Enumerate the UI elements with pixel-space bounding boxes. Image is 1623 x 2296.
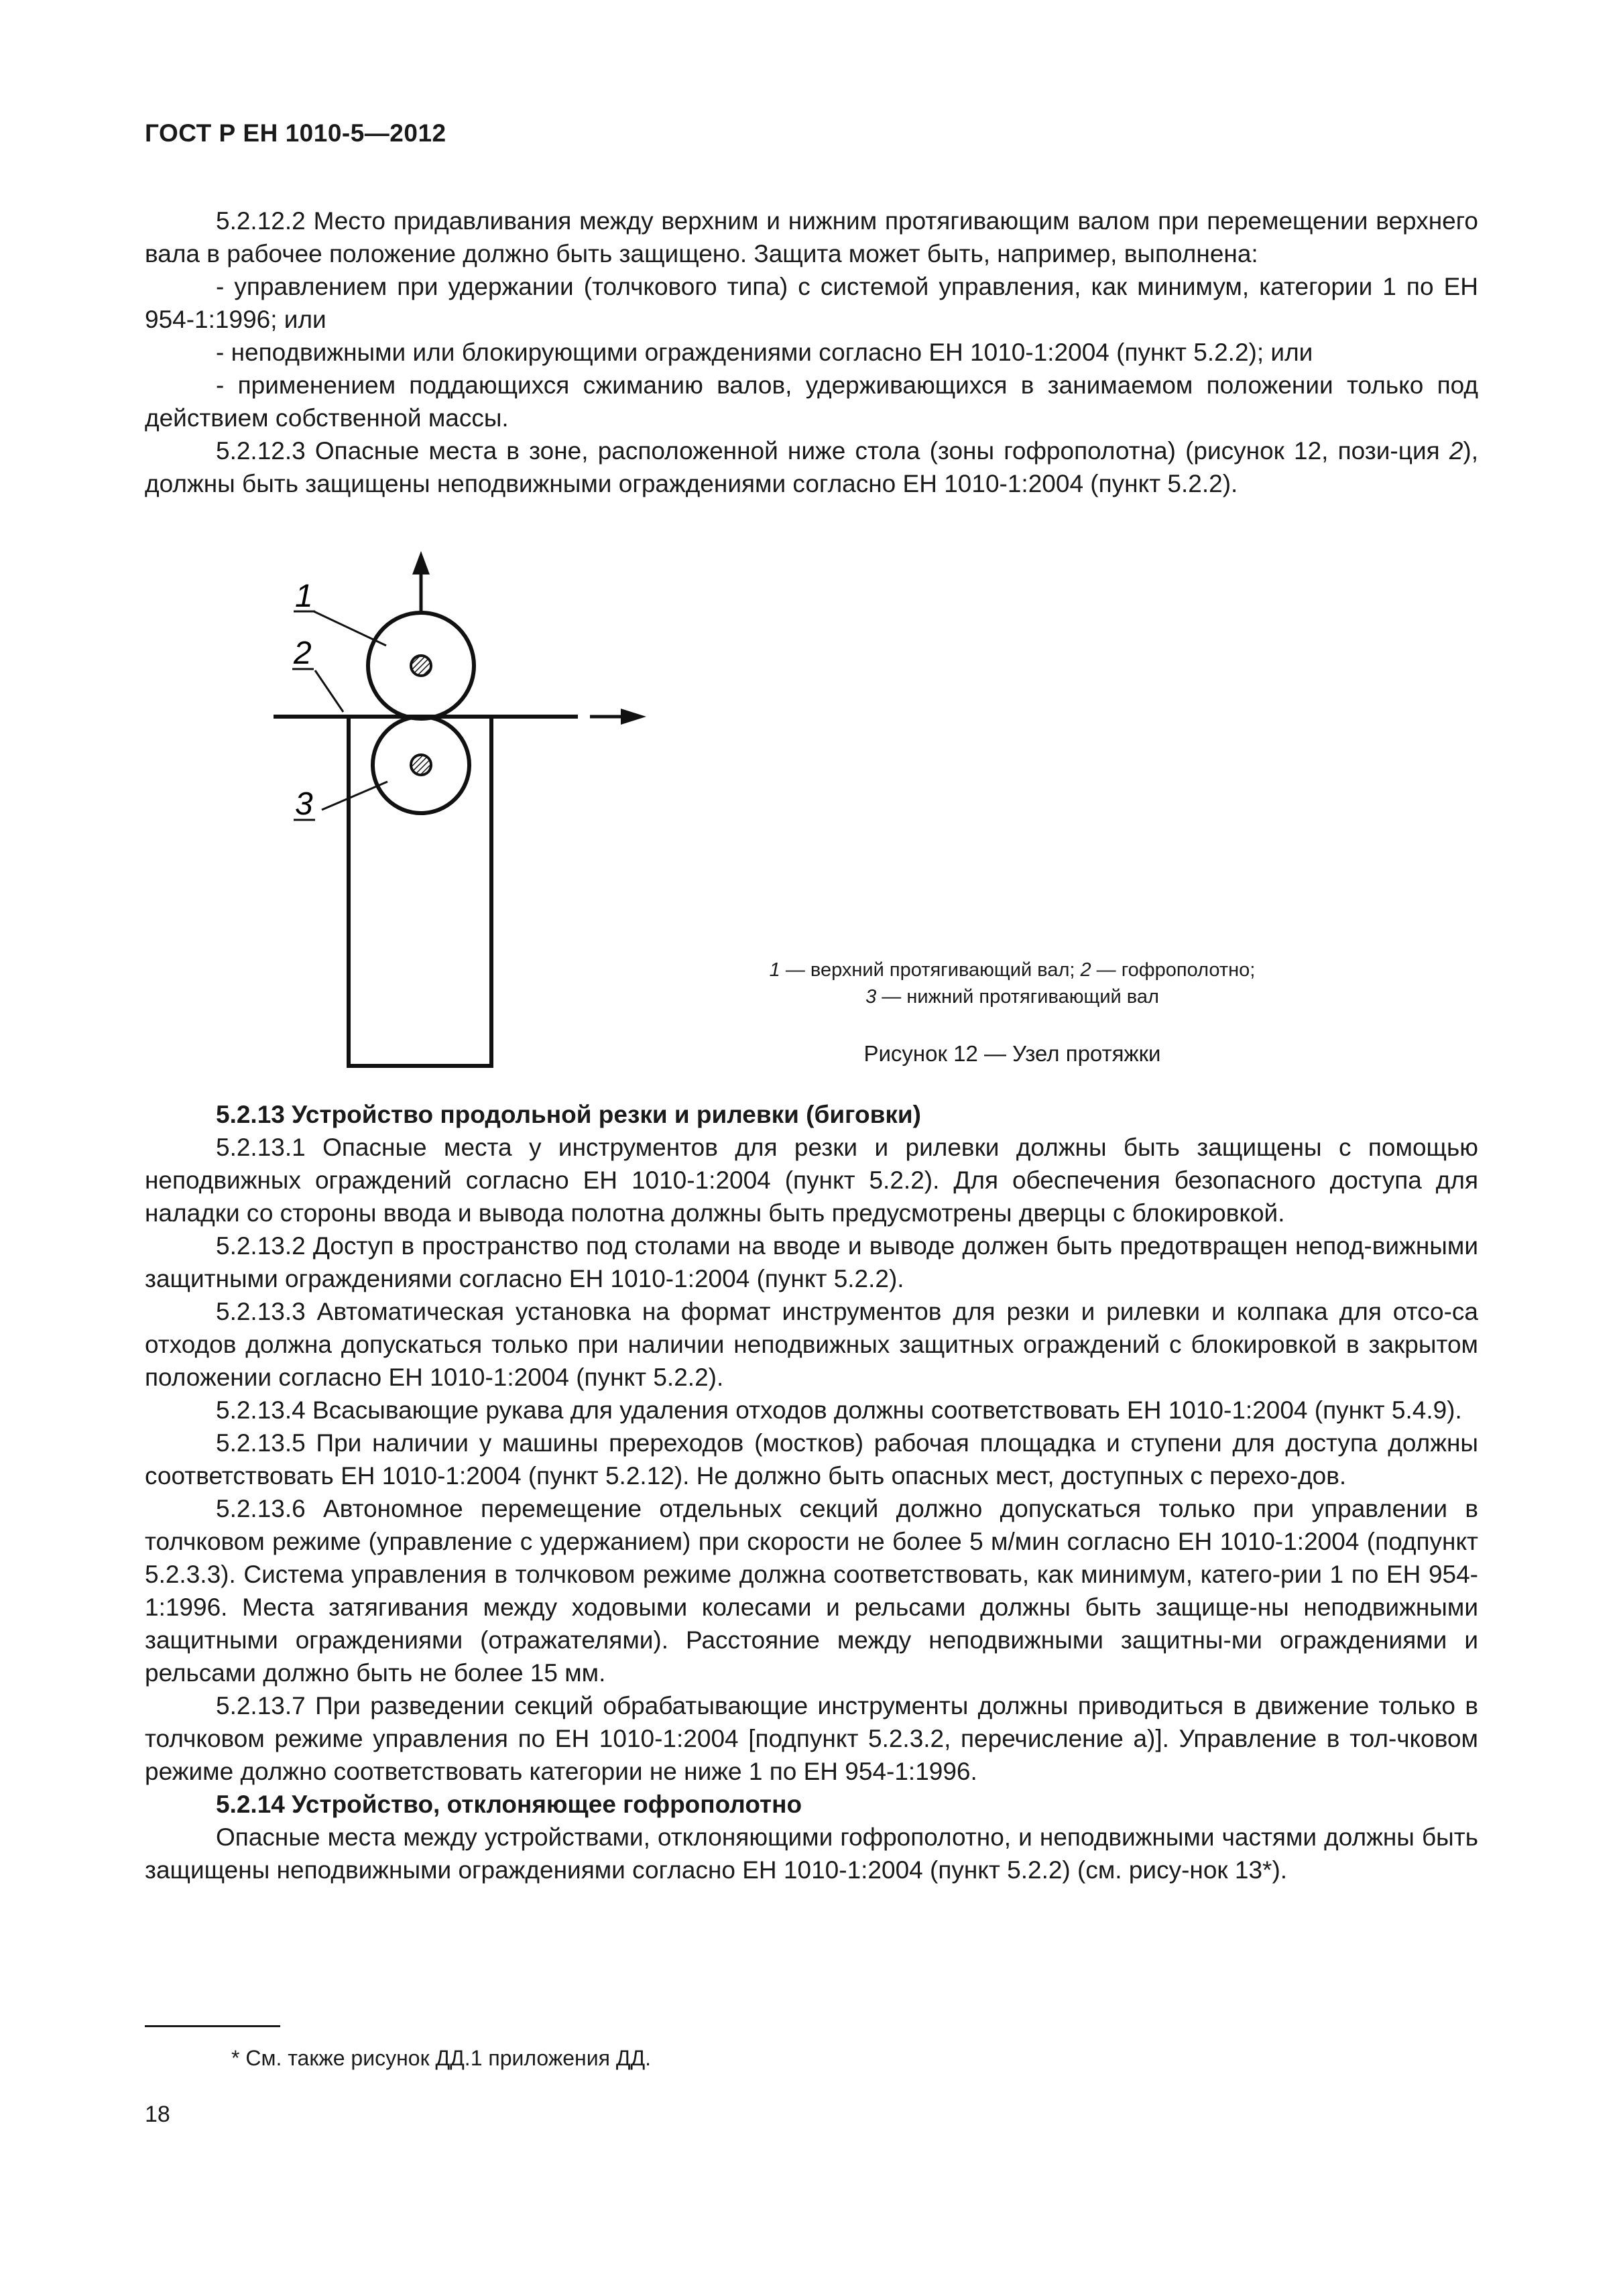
feed-arrow-head [621,709,646,725]
table-frame [349,717,491,1066]
footnote-separator [145,2025,280,2027]
document-header: ГОСТ Р ЕН 1010-5—2012 [145,119,446,147]
leader-line-3 [322,782,387,810]
position-label-3: 3 [295,786,313,822]
figure-legend [724,957,1301,1010]
heading-5-2-14: 5.2.14 Устройство, отклоняющее гофрополотно [216,1791,802,1818]
legend-line-2: 3 — нижний протягивающий вал [865,986,1159,1008]
leader-line-2 [315,670,343,712]
leader-line-1 [314,611,386,646]
list-item-control: - управлением при удержании (толчкового типа) с системой управления, как минимум, категории 1 по ЕН 954-1:1996; или [145,273,1478,333]
paragraph-5-2-13-3: 5.2.13.3 Автоматическая установка на формат инструментов для резки и рилевки и колпака для отсо-са отходов должна допускаться только при наличии неподвижных защитных ограждений с блокировкой в закрытом положении согласно ЕН 1010-1:2004 (пункт 5.2.2). [145,1298,1478,1391]
upper-roller-shaft [411,656,431,676]
paragraph-5-2-13-6: 5.2.13.6 Автономное перемещение отдельных секций должно допускаться только при управлении в толчковом режиме (управление с удержанием) при скорости не более 5 м/мин согласно ЕН 1010-1:2004 (подпункт 5.2.3.3). Система управления в толчковом режиме должна соответствовать, как минимум, катего-рии 1 по ЕН 954-1:1996. Места затягивания между ходовыми колесами и рельсами должны быть защище-ны неподвижными защитными ограждениями (отражателями). Расстояние между неподвижными защитны-ми ограждениями и рельсами должно быть не более 15 мм. [145,1495,1478,1687]
paragraph-5-2-12-3: 5.2.12.3 Опасные места в зоне, расположенной ниже стола (зоны гофрополотна) (рисунок 12, пози-ция 2), должны быть защищены неподвижными ограждениями согласно ЕН 1010-1:2004 (пункт 5.2.2). [145,437,1478,497]
list-item-rollers: - применением поддающихся сжиманию валов, удерживающихся в занимаемом положении только под действием собственной массы. [145,371,1478,432]
text-block-lower [145,1098,1478,1886]
position-label-1: 1 [295,579,313,614]
text-block-upper [145,204,1478,500]
page-number: 18 [145,2102,170,2127]
paragraph-5-2-13-5: 5.2.13.5 При наличии у машины пререходов (мостков) рабочая площадка и ступени для доступа должны соответствовать ЕН 1010-1:2004 (пункт 5.2.12). Не должно быть опасных мест, доступных с перехо-дов. [145,1429,1478,1490]
legend-line-1: 1 — верхний протягивающий вал; 2 — гофрополотно; [769,959,1256,981]
figure-title: Рисунок 12 — Узел протяжки [863,1041,1161,1066]
position-label-2: 2 [294,636,312,671]
list-item-guards: - неподвижными или блокирующими ограждениями согласно ЕН 1010-1:2004 (пункт 5.2.2); или [216,339,1313,366]
paragraph-5-2-13-1: 5.2.13.1 Опасные места у инструментов для резки и рилевки должны быть защищены с помощью неподвижных ограждений согласно ЕН 1010-1:2004 (пункт 5.2.2). Для обеспечения безопасного доступа для наладки со стороны ввода и вывода полотна должны быть предусмотрены дверцы с блокировкой. [145,1134,1478,1227]
lift-arrow-head [412,551,430,575]
paragraph-5-2-14: Опасные места между устройствами, отклоняющими гофрополотно, и неподвижными частями должны быть защищены неподвижными ограждениями согласно ЕН 1010-1:2004 (пункт 5.2.2) (см. рису-нок 13*). [145,1823,1478,1884]
paragraph-5-2-13-7: 5.2.13.7 При разведении секций обрабатывающие инструменты должны приводиться в движение только в толчковом режиме управления по ЕН 1010-1:2004 [подпункт 5.2.3.2, перечисление а)]. Управление в тол-чковом режиме должно соответствовать категории не ниже 1 по ЕН 954-1:1996. [145,1692,1478,1785]
lower-roller [373,717,469,813]
heading-5-2-13: 5.2.13 Устройство продольной резки и рилевки (биговки) [216,1101,921,1128]
paragraph-5-2-12-2: 5.2.12.2 Место придавливания между верхним и нижним протягивающим валом при перемещении верхнего вала в рабочее положение должно быть защищено. Защита может быть, например, выполнена: [145,207,1478,267]
footnote: * См. также рисунок ДД.1 приложения ДД. [231,2046,652,2070]
upper-roller [368,613,474,719]
paragraph-5-2-13-2: 5.2.13.2 Доступ в пространство под столами на вводе и выводе должен быть предотвращен непод-вижными защитными ограждениями согласно ЕН 1010-1:2004 (пункт 5.2.2). [145,1232,1478,1292]
paragraph-5-2-13-4: 5.2.13.4 Всасывающие рукава для удаления отходов должны соответствовать ЕН 1010-1:2004 (пункт 5.4.9). [216,1396,1462,1424]
lower-roller-shaft [411,755,431,775]
